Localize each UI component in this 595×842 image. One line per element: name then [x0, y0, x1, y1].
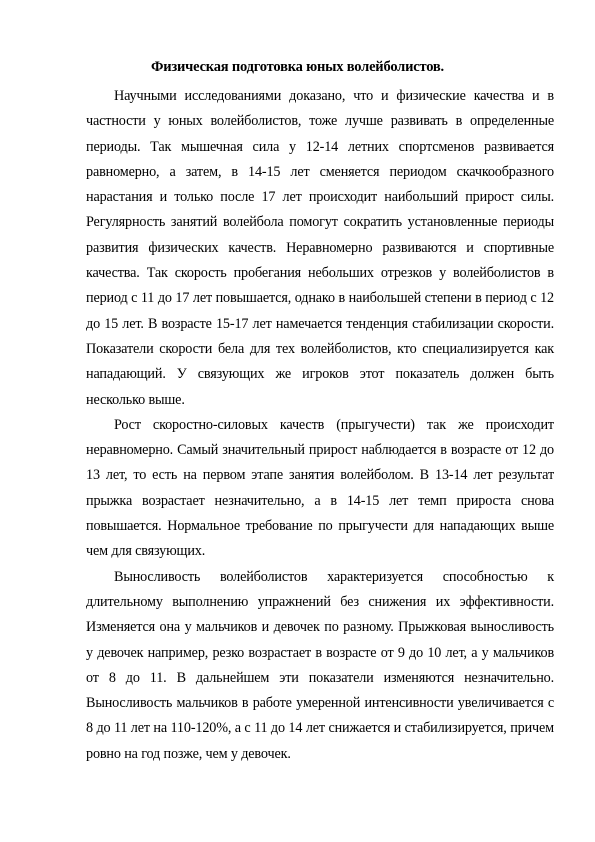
document-body: [86, 84, 554, 767]
paragraph-endurance: Выносливость волейболистов характеризуется способностью к длительному выполнению упражнений без снижения их эффективности. Изменяется она у мальчиков и девочек по разному. Прыжковая выносливость у девочек например, резко возрастает в возрасте от 9 до 10 лет, а у мальчиков от 8 до 11. В дальнейшем эти показатели изменяются незначительно. Выносливость мальчиков в работе умеренной интенсивности увеличивается с 8 до 11 лет на 110-120%, а с 11 до 14 лет снижается и стабилизируется, причем ровно на год позже, чем у девочек.: [86, 568, 554, 762]
document-title: Физическая подготовка юных волейболистов.: [150, 59, 444, 75]
paragraph-jumping: Рост скоростно-силовых качеств (прыгучести) так же происходит неравномерно. Самый значительный прирост наблюдается в возрасте от 12 до 13 лет, то есть на первом этапе занятия волейболом. В 13-14 лет результат прыжка возрастает незначительно, а в 14-15 лет темп прироста снова повышается. Нормальное требование по прыгучести для нападающих выше чем для связующих.: [86, 416, 554, 560]
paragraph-strength: Научными исследованиями доказано, что и физические качества и в частности у юных волейболистов, тоже лучше развивать в определенные периоды. Так мышечная сила у 12-14 летних спортсменов развивается равномерно, а затем, в 14-15 лет сменяется периодом скачкообразного нарастания и только после 17 лет происходит наибольший прирост силы. Регулярность занятий волейбола помогут сократить установленные периоды развития физических качеств. Неравномерно развиваются и спортивные качества. Так скорость пробегания небольших отрезков у волейболистов в период с 11 до 17 лет повышается, однако в наибольшей степени в период с 12 до 15 лет. В возрасте 15-17 лет намечается тенденция стабилизации скорости. Показатели скорости бела для тех волейболистов, кто специализируется как нападающий. У связующих же игроков этот показатель должен быть несколько выше.: [86, 88, 554, 408]
